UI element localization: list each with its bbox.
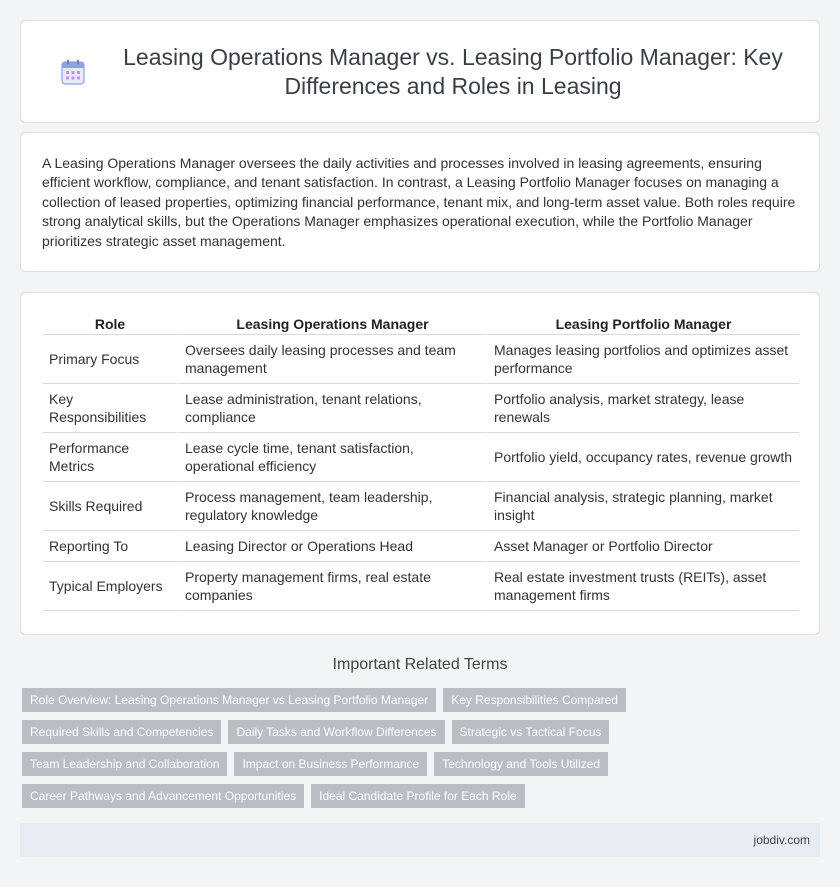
comparison-card bbox=[20, 292, 820, 635]
cell-role: Performance Metrics bbox=[43, 433, 177, 482]
tag-row bbox=[22, 784, 822, 808]
tag-row bbox=[22, 752, 822, 776]
cell-portfolio: Financial analysis, strategic planning, market insight bbox=[486, 482, 799, 531]
table-row bbox=[43, 562, 799, 611]
cell-portfolio: Portfolio yield, occupancy rates, revenue growth bbox=[486, 433, 799, 482]
header-role: Role bbox=[43, 313, 177, 335]
cell-role: Typical Employers bbox=[43, 562, 177, 611]
tag-row bbox=[22, 720, 822, 744]
tag-link[interactable]: Impact on Business Performance bbox=[234, 752, 427, 776]
tag-link[interactable]: Ideal Candidate Profile for Each Role bbox=[311, 784, 524, 808]
footer-site-link[interactable]: jobdiv.com bbox=[753, 833, 810, 847]
tag-link[interactable]: Daily Tasks and Workflow Differences bbox=[228, 720, 444, 744]
related-terms-title: Important Related Terms bbox=[332, 656, 508, 673]
tag-link[interactable]: Team Leadership and Collaboration bbox=[22, 752, 227, 776]
cell-portfolio: Asset Manager or Portfolio Director bbox=[486, 531, 799, 562]
cell-operations: Property management firms, real estate companies bbox=[177, 562, 486, 611]
cell-role: Reporting To bbox=[43, 531, 177, 562]
footer bbox=[20, 823, 820, 857]
cell-operations: Leasing Director or Operations Head bbox=[177, 531, 486, 562]
tag-link[interactable]: Strategic vs Tactical Focus bbox=[452, 720, 610, 744]
table-row bbox=[43, 531, 799, 562]
table-row bbox=[43, 482, 799, 531]
cell-portfolio: Portfolio analysis, market strategy, lease renewals bbox=[486, 384, 799, 433]
cell-role: Primary Focus bbox=[43, 335, 177, 384]
tag-link[interactable]: Career Pathways and Advancement Opportunities bbox=[22, 784, 304, 808]
cell-role: Skills Required bbox=[43, 482, 177, 531]
tag-row bbox=[22, 688, 822, 712]
table-header-row bbox=[43, 313, 799, 335]
tag-link[interactable]: Role Overview: Leasing Operations Manager vs Leasing Portfolio Manager bbox=[22, 688, 436, 712]
tag-link[interactable]: Technology and Tools Utilized bbox=[434, 752, 608, 776]
table-row bbox=[43, 335, 799, 384]
related-terms-tags bbox=[22, 688, 822, 816]
cell-portfolio: Manages leasing portfolios and optimizes asset performance bbox=[486, 335, 799, 384]
intro-card bbox=[20, 132, 820, 272]
intro-paragraph: A Leasing Operations Manager oversees the daily activities and processes involved in leasing agreements, ensuring efficient workflow, compliance, and tenant satisfaction. In contrast, a Leasing Portfolio Manager focuses on managing a collection of leased properties, optimizing financial performance, tenant mix, and long-term asset value. Both roles require strong analytical skills, but the Operations Manager emphasizes operational execution, while the Portfolio Manager prioritizes strategic asset management. bbox=[42, 155, 796, 249]
cell-operations: Lease administration, tenant relations, compliance bbox=[177, 384, 486, 433]
comparison-table bbox=[43, 313, 799, 611]
header-operations-manager: Leasing Operations Manager bbox=[177, 313, 486, 335]
table-row bbox=[43, 384, 799, 433]
cell-operations: Oversees daily leasing processes and team management bbox=[177, 335, 486, 384]
cell-role: Key Responsibilities bbox=[43, 384, 177, 433]
page-title: Leasing Operations Manager vs. Leasing Portfolio Manager: Key Differences and Roles in Leasing bbox=[123, 43, 783, 99]
tag-link[interactable]: Required Skills and Competencies bbox=[22, 720, 221, 744]
header-portfolio-manager: Leasing Portfolio Manager bbox=[486, 313, 799, 335]
header-card bbox=[20, 20, 820, 123]
cell-operations: Lease cycle time, tenant satisfaction, operational efficiency bbox=[177, 433, 486, 482]
table-row bbox=[43, 433, 799, 482]
cell-portfolio: Real estate investment trusts (REITs), asset management firms bbox=[486, 562, 799, 611]
calendar-icon bbox=[61, 59, 85, 85]
tag-link[interactable]: Key Responsibilities Compared bbox=[443, 688, 626, 712]
cell-operations: Process management, team leadership, regulatory knowledge bbox=[177, 482, 486, 531]
